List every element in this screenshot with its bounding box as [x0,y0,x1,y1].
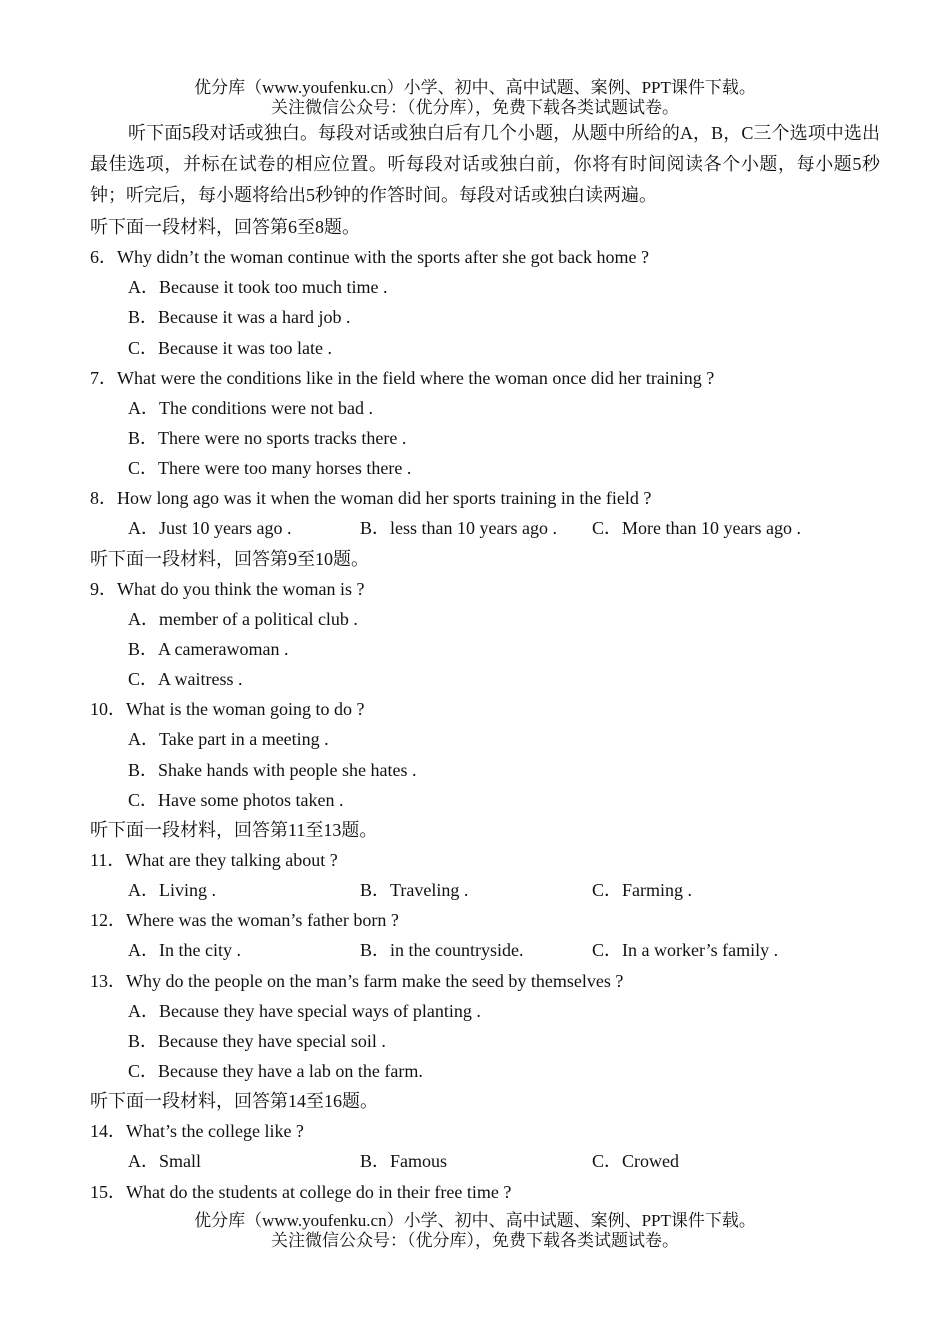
option-6c: C．Because it was too late . [128,337,332,358]
option-7a: A．The conditions were not bad . [128,397,373,418]
option-12b: B．in the countryside. [360,940,524,961]
option-12a: A．In the city . [128,940,241,961]
section-label: 听下面一段材料，回答第6至8题。 [90,217,360,237]
question-15: 15．What do the students at college do in their free time ? [90,1181,512,1202]
question-6: 6．Why didn’t the woman continue with the sports after she got back home ? [90,247,650,268]
footer-line-1: 优分库（www.youfenku.cn）小学、初中、高中试题、案例、PPT课件下载。 [194,1211,756,1230]
option-11b: B．Traveling . [360,880,469,901]
option-7c: C．There were too many horses there . [128,458,412,479]
question-13: 13．Why do the people on the man’s farm make the seed by themselves ? [90,970,624,991]
question-10: 10．What is the woman going to do ? [90,699,365,720]
options-row-12 [90,935,890,965]
option-11c: C．Farming . [592,880,693,901]
question-14: 14．What’s the college like ? [90,1121,304,1142]
page-header [0,78,950,118]
option-7b: B．There were no sports tracks there . [128,427,407,448]
page-footer [0,1211,950,1251]
option-14b: B．Famous [360,1151,448,1172]
option-6b: B．Because it was a hard job . [128,307,351,328]
option-8c: C．More than 10 years ago . [592,518,801,539]
header-line-2: 关注微信公众号：（优分库），免费下载各类试题试卷。 [271,98,679,117]
options-row-14 [90,1146,890,1176]
question-12: 12．Where was the woman’s father born ? [90,910,399,931]
option-8b: B．less than 10 years ago . [360,518,557,539]
option-9c: C．A waitress . [128,669,243,690]
section-label: 听下面一段材料，回答第9至10题。 [90,548,369,569]
footer-line-2: 关注微信公众号：（优分库），免费下载各类试题试卷。 [271,1231,679,1250]
option-13b: B．Because they have special soil . [128,1030,386,1051]
option-10b: B．Shake hands with people she hates . [128,759,417,780]
option-13a: A．Because they have special ways of planting . [128,1000,481,1021]
question-8: 8．How long ago was it when the woman did her sports training in the field ? [90,488,652,509]
question-list [90,212,890,1207]
option-14a: A．Small [128,1151,202,1172]
option-12c: C．In a worker’s family . [592,940,779,961]
option-10c: C．Have some photos taken . [128,789,344,810]
option-14c: C．Crowed [592,1151,679,1172]
option-9b: B．A camerawoman . [128,638,289,659]
header-line-1: 优分库（www.youfenku.cn）小学、初中、高中试题、案例、PPT课件下载。 [194,78,756,97]
option-11a: A．Living . [128,880,216,901]
question-7: 7．What were the conditions like in the field where the woman once did her training ? [90,367,715,388]
instructions-paragraph: 听下面5段对话或独白。每段对话或独白后有几个小题，从题中所给的A，B，C三个选项中选出最佳选项，并标在试卷的相应位置。听每段对话或独白前，你将有时间阅读各个小题，每小题5秒钟；听完后，每小题将给出5秒钟的作答时间。每段对话或独白读两遍。 [90,123,880,205]
option-10a: A．Take part in a meeting . [128,729,329,750]
option-9a: A．member of a political club . [128,608,358,629]
section-label: 听下面一段材料，回答第14至16题。 [90,1091,378,1112]
option-6a: A．Because it took too much time . [128,277,388,298]
options-row-8 [90,513,890,543]
options-row-11 [90,875,890,905]
question-11: 11．What are they talking about ? [90,849,338,870]
option-8a: A．Just 10 years ago . [128,518,292,539]
section-label: 听下面一段材料，回答第11至13题。 [90,819,378,840]
option-13c: C．Because they have a lab on the farm. [128,1060,423,1081]
question-9: 9．What do you think the woman is ? [90,578,365,599]
